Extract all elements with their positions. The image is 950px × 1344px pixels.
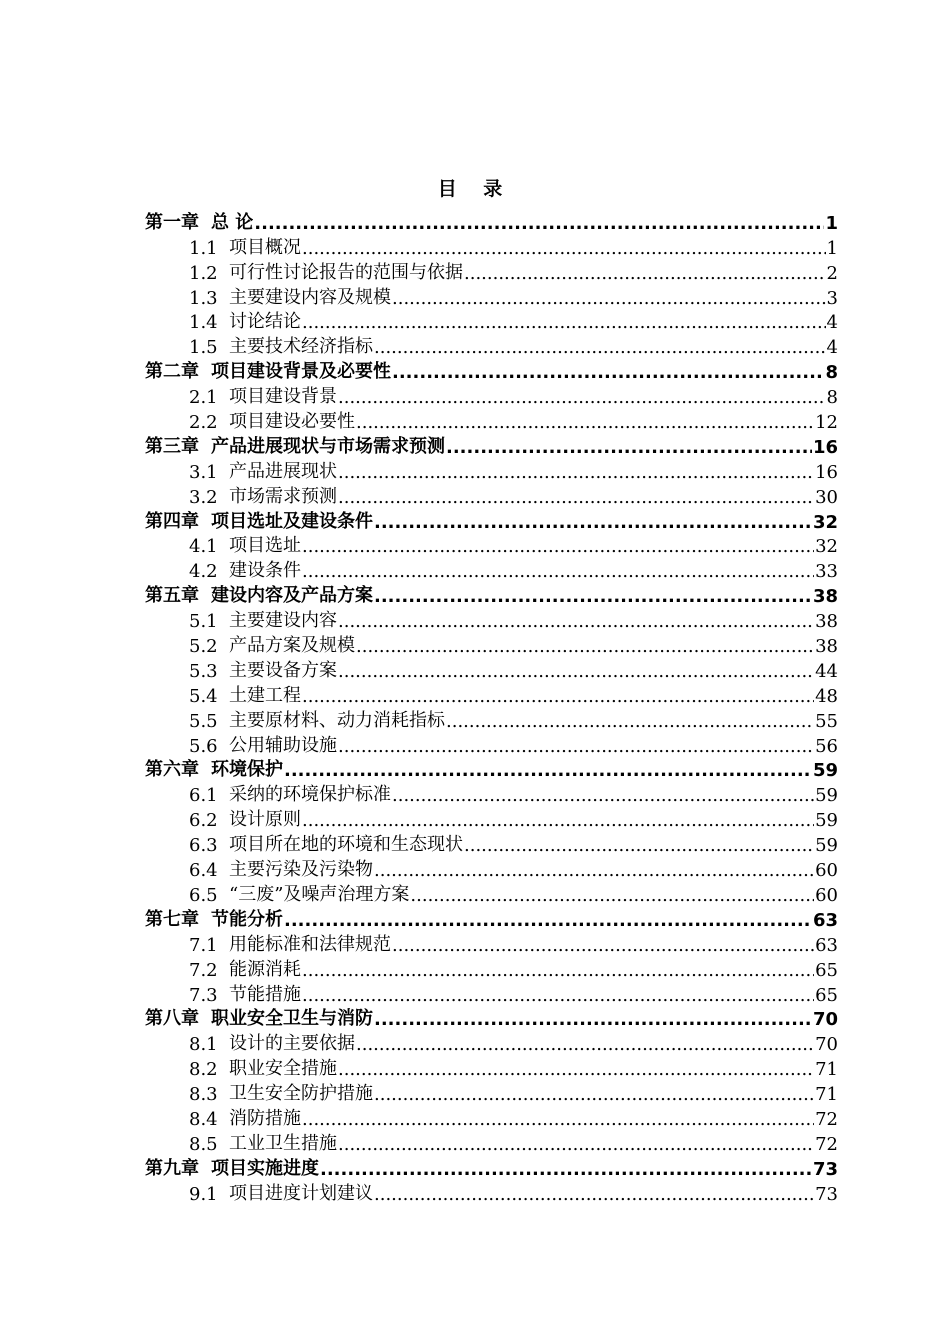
toc-page-number: 1 bbox=[825, 212, 838, 234]
toc-dot-leader bbox=[302, 238, 826, 259]
toc-dot-leader bbox=[374, 1184, 814, 1205]
toc-section-entry[interactable] bbox=[145, 1180, 838, 1205]
toc-entry-number: 8.4 bbox=[189, 1108, 218, 1130]
toc-page-number: 32 bbox=[815, 536, 838, 558]
toc-entry-title: 项目选址及建设条件 bbox=[211, 510, 373, 532]
toc-section-entry[interactable] bbox=[145, 259, 838, 284]
toc-entry-title: 主要原材料、动力消耗指标 bbox=[229, 709, 445, 731]
toc-dot-leader bbox=[302, 536, 814, 557]
toc-dot-leader bbox=[338, 387, 826, 408]
toc-entry-number: 8.2 bbox=[189, 1059, 218, 1081]
toc-entry-number: 7.3 bbox=[189, 984, 218, 1006]
toc-section-entry[interactable] bbox=[145, 1055, 838, 1080]
toc-page-number: 16 bbox=[812, 436, 838, 458]
toc-entry-number: 第四章 bbox=[145, 510, 199, 532]
toc-page-number: 72 bbox=[815, 1108, 838, 1130]
toc-title: 目 录 bbox=[437, 178, 513, 200]
toc-page-number: 30 bbox=[815, 486, 838, 508]
toc-entry-number: 1.1 bbox=[189, 237, 218, 259]
toc-entry-number: 第一章 bbox=[145, 211, 199, 233]
toc-page-number: 73 bbox=[815, 1183, 838, 1205]
toc-section-entry[interactable] bbox=[145, 956, 838, 981]
toc-page-number: 1 bbox=[826, 237, 838, 259]
toc-entry-title: “三废”及噪声治理方案 bbox=[229, 883, 410, 905]
toc-entry-number: 5.5 bbox=[189, 710, 218, 732]
toc-entry-title: 产品进展现状 bbox=[229, 460, 337, 482]
toc-dot-leader bbox=[446, 711, 814, 732]
toc-page-number: 59 bbox=[812, 760, 838, 782]
toc-entry-number: 1.3 bbox=[189, 287, 218, 309]
toc-entry-number: 第八章 bbox=[145, 1008, 199, 1030]
toc-page-number: 72 bbox=[815, 1133, 838, 1155]
toc-entry-number: 5.4 bbox=[189, 685, 218, 707]
toc-entry-number: 6.4 bbox=[189, 860, 218, 882]
toc-section-entry[interactable] bbox=[145, 831, 838, 856]
toc-section-entry[interactable] bbox=[145, 333, 838, 358]
toc-section-entry[interactable] bbox=[145, 483, 838, 508]
toc-page-number: 71 bbox=[815, 1084, 838, 1106]
toc-section-entry[interactable] bbox=[145, 856, 838, 881]
toc-entry-title: 主要建设内容及规模 bbox=[229, 286, 391, 308]
toc-entry-number: 6.2 bbox=[189, 810, 218, 832]
toc-entry-title: 主要技术经济指标 bbox=[229, 336, 373, 358]
toc-entry-title: 建设内容及产品方案 bbox=[211, 585, 373, 607]
toc-entry-title: 采纳的环境保护标准 bbox=[229, 784, 391, 806]
toc-entry-title: 土建工程 bbox=[229, 684, 301, 706]
toc-page-number: 55 bbox=[815, 710, 838, 732]
toc-entry-title: 职业安全卫生与消防 bbox=[211, 1008, 373, 1030]
toc-dot-leader bbox=[356, 412, 814, 433]
toc-entry-title: 项目建设必要性 bbox=[229, 411, 355, 433]
toc-entry-title: 可行性讨论报告的范围与依据 bbox=[229, 261, 463, 283]
toc-section-entry[interactable] bbox=[145, 682, 838, 707]
toc-entry-title: 用能标准和法律规范 bbox=[229, 933, 391, 955]
toc-dot-leader bbox=[356, 1034, 814, 1055]
toc-dot-leader bbox=[338, 487, 814, 508]
toc-dot-leader bbox=[392, 362, 824, 383]
toc-entry-number: 2.1 bbox=[189, 387, 218, 409]
toc-page-number: 63 bbox=[815, 934, 838, 956]
toc-section-entry[interactable] bbox=[145, 806, 838, 831]
toc-page-number: 12 bbox=[815, 412, 838, 434]
toc-dot-leader bbox=[374, 860, 814, 881]
toc-dot-leader bbox=[374, 586, 812, 607]
toc-section-entry[interactable] bbox=[145, 732, 838, 757]
toc-entry-number: 3.1 bbox=[189, 461, 218, 483]
toc-entry-title: 总 论 bbox=[211, 211, 254, 233]
toc-entry-number: 2.2 bbox=[189, 412, 218, 434]
toc-dot-leader bbox=[338, 736, 814, 757]
toc-section-entry[interactable] bbox=[145, 309, 838, 334]
toc-entry-number: 3.2 bbox=[189, 486, 218, 508]
toc-dot-leader bbox=[302, 312, 826, 333]
toc-page-number: 4 bbox=[826, 312, 838, 334]
toc-entry-number: 6.3 bbox=[189, 835, 218, 857]
toc-dot-leader bbox=[302, 561, 814, 582]
toc-dot-leader bbox=[392, 935, 814, 956]
toc-section-entry[interactable] bbox=[145, 458, 838, 483]
toc-page-number: 4 bbox=[826, 337, 838, 359]
toc-entry-title: 产品进展现状与市场需求预测 bbox=[211, 435, 445, 457]
toc-entry-title: 产品方案及规模 bbox=[229, 635, 355, 657]
toc-section-entry[interactable] bbox=[145, 383, 838, 408]
toc-entry-title: 市场需求预测 bbox=[229, 485, 337, 507]
table-of-contents bbox=[145, 209, 838, 1205]
toc-section-entry[interactable] bbox=[145, 657, 838, 682]
toc-dot-leader bbox=[374, 1084, 814, 1105]
toc-entry-number: 6.1 bbox=[189, 785, 218, 807]
toc-dot-leader bbox=[374, 1009, 812, 1030]
toc-section-entry[interactable] bbox=[145, 931, 838, 956]
toc-dot-leader bbox=[302, 985, 814, 1006]
toc-section-entry[interactable] bbox=[145, 1130, 838, 1155]
toc-entry-number: 第九章 bbox=[145, 1157, 199, 1179]
toc-page-number: 32 bbox=[812, 511, 838, 533]
toc-dot-leader bbox=[338, 661, 814, 682]
toc-entry-number: 第六章 bbox=[145, 759, 199, 781]
toc-entry-title: 讨论结论 bbox=[229, 311, 301, 333]
toc-dot-leader bbox=[302, 810, 814, 831]
toc-entry-number: 4.1 bbox=[189, 536, 218, 558]
toc-entry-number: 1.2 bbox=[189, 262, 218, 284]
toc-dot-leader bbox=[338, 462, 814, 483]
toc-entry-title: 项目建设背景及必要性 bbox=[211, 361, 391, 383]
toc-page-number: 2 bbox=[826, 262, 838, 284]
toc-entry-title: 项目所在地的环境和生态现状 bbox=[229, 834, 463, 856]
toc-page-number: 65 bbox=[815, 984, 838, 1006]
toc-page-number: 60 bbox=[815, 884, 838, 906]
toc-dot-leader bbox=[392, 288, 826, 309]
toc-page-number: 38 bbox=[812, 586, 838, 608]
toc-dot-leader bbox=[374, 512, 812, 533]
toc-entry-title: 设计原则 bbox=[229, 809, 301, 831]
toc-entry-title: 建设条件 bbox=[229, 560, 301, 582]
toc-entry-number: 5.3 bbox=[189, 660, 218, 682]
toc-entry-title: 项目实施进度 bbox=[211, 1157, 319, 1179]
toc-dot-leader bbox=[338, 1059, 814, 1080]
toc-page-number: 59 bbox=[815, 810, 838, 832]
toc-entry-number: 8.5 bbox=[189, 1133, 218, 1155]
toc-entry-number: 8.1 bbox=[189, 1034, 218, 1056]
toc-chapter-entry[interactable] bbox=[145, 508, 838, 533]
toc-dot-leader bbox=[374, 337, 826, 358]
toc-section-entry[interactable] bbox=[145, 981, 838, 1006]
toc-chapter-entry[interactable] bbox=[145, 757, 838, 782]
toc-entry-title: 公用辅助设施 bbox=[229, 734, 337, 756]
toc-entry-number: 4.2 bbox=[189, 561, 218, 583]
toc-entry-title: 工业卫生措施 bbox=[229, 1132, 337, 1154]
toc-page-number: 48 bbox=[815, 685, 838, 707]
toc-entry-number: 7.1 bbox=[189, 934, 218, 956]
toc-entry-title: 主要建设内容 bbox=[229, 610, 337, 632]
toc-entry-title: 项目建设背景 bbox=[229, 386, 337, 408]
toc-page-number: 44 bbox=[815, 660, 838, 682]
toc-entry-title: 项目进度计划建议 bbox=[229, 1182, 373, 1204]
toc-section-entry[interactable] bbox=[145, 781, 838, 806]
toc-dot-leader bbox=[254, 213, 824, 234]
toc-entry-number: 1.4 bbox=[189, 312, 218, 334]
toc-dot-leader bbox=[320, 1159, 812, 1180]
toc-dot-leader bbox=[302, 960, 814, 981]
toc-page-number: 8 bbox=[826, 387, 838, 409]
toc-entry-number: 1.5 bbox=[189, 337, 218, 359]
toc-page-number: 56 bbox=[815, 735, 838, 757]
toc-page-number: 63 bbox=[812, 909, 838, 931]
toc-chapter-entry[interactable] bbox=[145, 1155, 838, 1180]
toc-chapter-entry[interactable] bbox=[145, 1006, 838, 1031]
toc-entry-title: 节能分析 bbox=[211, 908, 283, 930]
toc-section-entry[interactable] bbox=[145, 607, 838, 632]
toc-chapter-entry[interactable] bbox=[145, 906, 838, 931]
toc-entry-number: 5.6 bbox=[189, 735, 218, 757]
toc-entry-number: 5.1 bbox=[189, 611, 218, 633]
toc-page-number: 73 bbox=[812, 1158, 838, 1180]
toc-chapter-entry[interactable] bbox=[145, 358, 838, 383]
toc-page-number: 65 bbox=[815, 959, 838, 981]
toc-entry-number: 第二章 bbox=[145, 361, 199, 383]
toc-entry-number: 5.2 bbox=[189, 636, 218, 658]
toc-entry-title: 职业安全措施 bbox=[229, 1058, 337, 1080]
toc-section-entry[interactable] bbox=[145, 557, 838, 582]
toc-page-number: 16 bbox=[815, 461, 838, 483]
toc-dot-leader bbox=[302, 686, 814, 707]
toc-page-number: 8 bbox=[825, 362, 838, 384]
toc-entry-title: 节能措施 bbox=[229, 983, 301, 1005]
toc-entry-number: 9.1 bbox=[189, 1183, 218, 1205]
toc-entry-title: 主要设备方案 bbox=[229, 659, 337, 681]
toc-section-entry[interactable] bbox=[145, 234, 838, 259]
toc-section-entry[interactable] bbox=[145, 881, 838, 906]
toc-entry-number: 第七章 bbox=[145, 908, 199, 930]
toc-page-number: 71 bbox=[815, 1059, 838, 1081]
toc-entry-title: 项目概况 bbox=[229, 236, 301, 258]
toc-page-number: 60 bbox=[815, 860, 838, 882]
toc-page-number: 38 bbox=[815, 611, 838, 633]
toc-entry-title: 能源消耗 bbox=[229, 958, 301, 980]
toc-dot-leader bbox=[338, 611, 814, 632]
toc-section-entry[interactable] bbox=[145, 533, 838, 558]
toc-entry-title: 卫生安全防护措施 bbox=[229, 1083, 373, 1105]
toc-section-entry[interactable] bbox=[145, 1080, 838, 1105]
toc-page-number: 70 bbox=[812, 1009, 838, 1031]
toc-entry-title: 设计的主要依据 bbox=[229, 1033, 355, 1055]
toc-section-entry[interactable] bbox=[145, 1030, 838, 1055]
toc-section-entry[interactable] bbox=[145, 1105, 838, 1130]
toc-dot-leader bbox=[464, 263, 826, 284]
toc-page-number: 33 bbox=[815, 561, 838, 583]
toc-dot-leader bbox=[464, 835, 814, 856]
toc-entry-number: 6.5 bbox=[189, 884, 218, 906]
toc-page-number: 70 bbox=[815, 1034, 838, 1056]
toc-dot-leader bbox=[302, 1109, 814, 1130]
toc-section-entry[interactable] bbox=[145, 707, 838, 732]
toc-dot-leader bbox=[446, 437, 812, 458]
toc-entry-number: 第三章 bbox=[145, 435, 199, 457]
toc-section-entry[interactable] bbox=[145, 408, 838, 433]
toc-entry-title: 主要污染及污染物 bbox=[229, 859, 373, 881]
toc-page-number: 38 bbox=[815, 636, 838, 658]
toc-entry-title: 环境保护 bbox=[211, 759, 283, 781]
toc-entry-number: 8.3 bbox=[189, 1084, 218, 1106]
toc-page-number: 3 bbox=[826, 287, 838, 309]
toc-entry-title: 消防措施 bbox=[229, 1107, 301, 1129]
toc-chapter-entry[interactable] bbox=[145, 433, 838, 458]
toc-dot-leader bbox=[392, 785, 814, 806]
toc-entry-number: 7.2 bbox=[189, 959, 218, 981]
toc-chapter-entry[interactable] bbox=[145, 582, 838, 607]
toc-entry-title: 项目选址 bbox=[229, 535, 301, 557]
toc-section-entry[interactable] bbox=[145, 284, 838, 309]
toc-dot-leader bbox=[338, 1134, 814, 1155]
toc-dot-leader bbox=[284, 760, 812, 781]
toc-dot-leader bbox=[410, 885, 814, 906]
toc-chapter-entry[interactable] bbox=[145, 209, 838, 234]
toc-dot-leader bbox=[284, 910, 812, 931]
toc-page-number: 59 bbox=[815, 785, 838, 807]
toc-entry-number: 第五章 bbox=[145, 585, 199, 607]
toc-section-entry[interactable] bbox=[145, 632, 838, 657]
toc-page-number: 59 bbox=[815, 835, 838, 857]
toc-dot-leader bbox=[356, 636, 814, 657]
